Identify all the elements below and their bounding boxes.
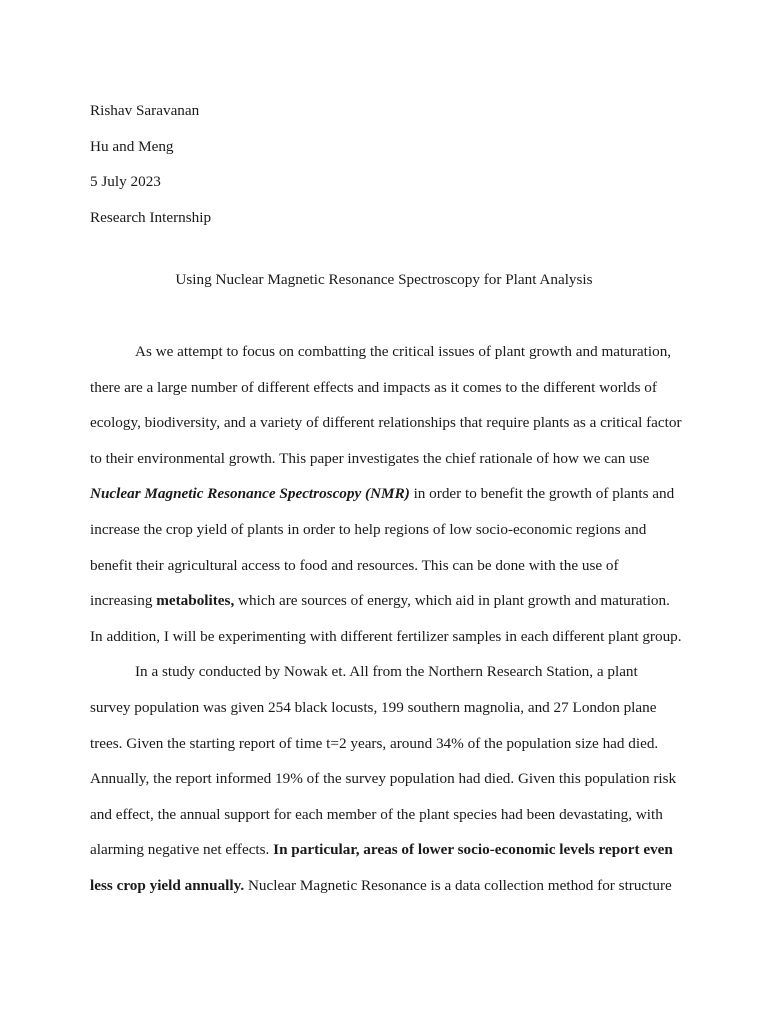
metabolites-term: metabolites, — [156, 592, 235, 610]
paragraph2-line1: In a study conducted by Nowak et. All from the Northern Research Station, a plant — [135, 663, 638, 681]
paragraph1-line5 — [90, 476, 678, 512]
paragraph1-line5-rest: in order to benefit the growth of plants and — [409, 485, 675, 503]
paragraph1-line9: In addition, I will be experimenting with different fertilizer samples in each different plant group. — [90, 627, 682, 645]
paragraph2-line7-rest: Nuclear Magnetic Resonance is a data collection method for structure — [244, 876, 672, 894]
nmr-term: Nuclear Magnetic Resonance Spectroscopy (NMR) — [90, 485, 410, 503]
paragraph2-line5: and effect, the annual support for each member of the plant species had been devastating, with — [90, 805, 663, 823]
paragraph1-line1: As we attempt to focus on combatting the critical issues of plant growth and maturation, — [135, 343, 672, 360]
paragraph2-line6-bold: In particular, areas of lower socio-economic levels report even — [273, 841, 673, 859]
paragraph1-line8-pre: increasing — [90, 592, 157, 610]
document-header — [90, 93, 211, 235]
paragraph1-line3: ecology, biodiversity, and a variety of different relationships that require plants as a critical factor — [90, 414, 682, 432]
paragraph1-line2: there are a large number of different effects and impacts as it comes to the different worlds of — [90, 378, 657, 396]
paragraph1-line6: increase the crop yield of plants in order to help regions of low socio-economic regions and — [90, 520, 647, 538]
paragraph2-line7-bold: less crop yield annually. — [90, 876, 245, 894]
paragraph1-line7: benefit their agricultural access to food and resources. This can be done with the use of — [90, 556, 619, 574]
instructor-name: Hu and Meng — [90, 137, 174, 155]
document-body — [90, 334, 682, 904]
paragraph1-line8-rest: which are sources of energy, which aid in plant growth and maturation. — [234, 592, 670, 610]
paragraph2-line3: trees. Given the starting report of time t=2 years, around 34% of the population size had died. — [90, 734, 659, 752]
paragraph1-line8 — [90, 583, 678, 619]
document-title: Using Nuclear Magnetic Resonance Spectroscopy for Plant Analysis — [175, 271, 593, 288]
course-name: Research Internship — [90, 208, 212, 226]
paragraph2-line6 — [90, 832, 678, 868]
author-name: Rishav Saravanan — [90, 102, 200, 119]
paragraph2-line4: Annually, the report informed 19% of the survey population had died. Given this population risk — [90, 770, 677, 788]
paragraph1-line4: to their environmental growth. This paper investigates the chief rationale of how we can use — [90, 449, 650, 467]
paragraph2-line2: survey population was given 254 black locusts, 199 southern magnolia, and 27 London plane — [90, 698, 657, 716]
paragraph2-line7 — [90, 868, 678, 904]
paragraph2-line6-pre: alarming negative net effects. — [90, 841, 274, 859]
document-date: 5 July 2023 — [90, 173, 161, 191]
